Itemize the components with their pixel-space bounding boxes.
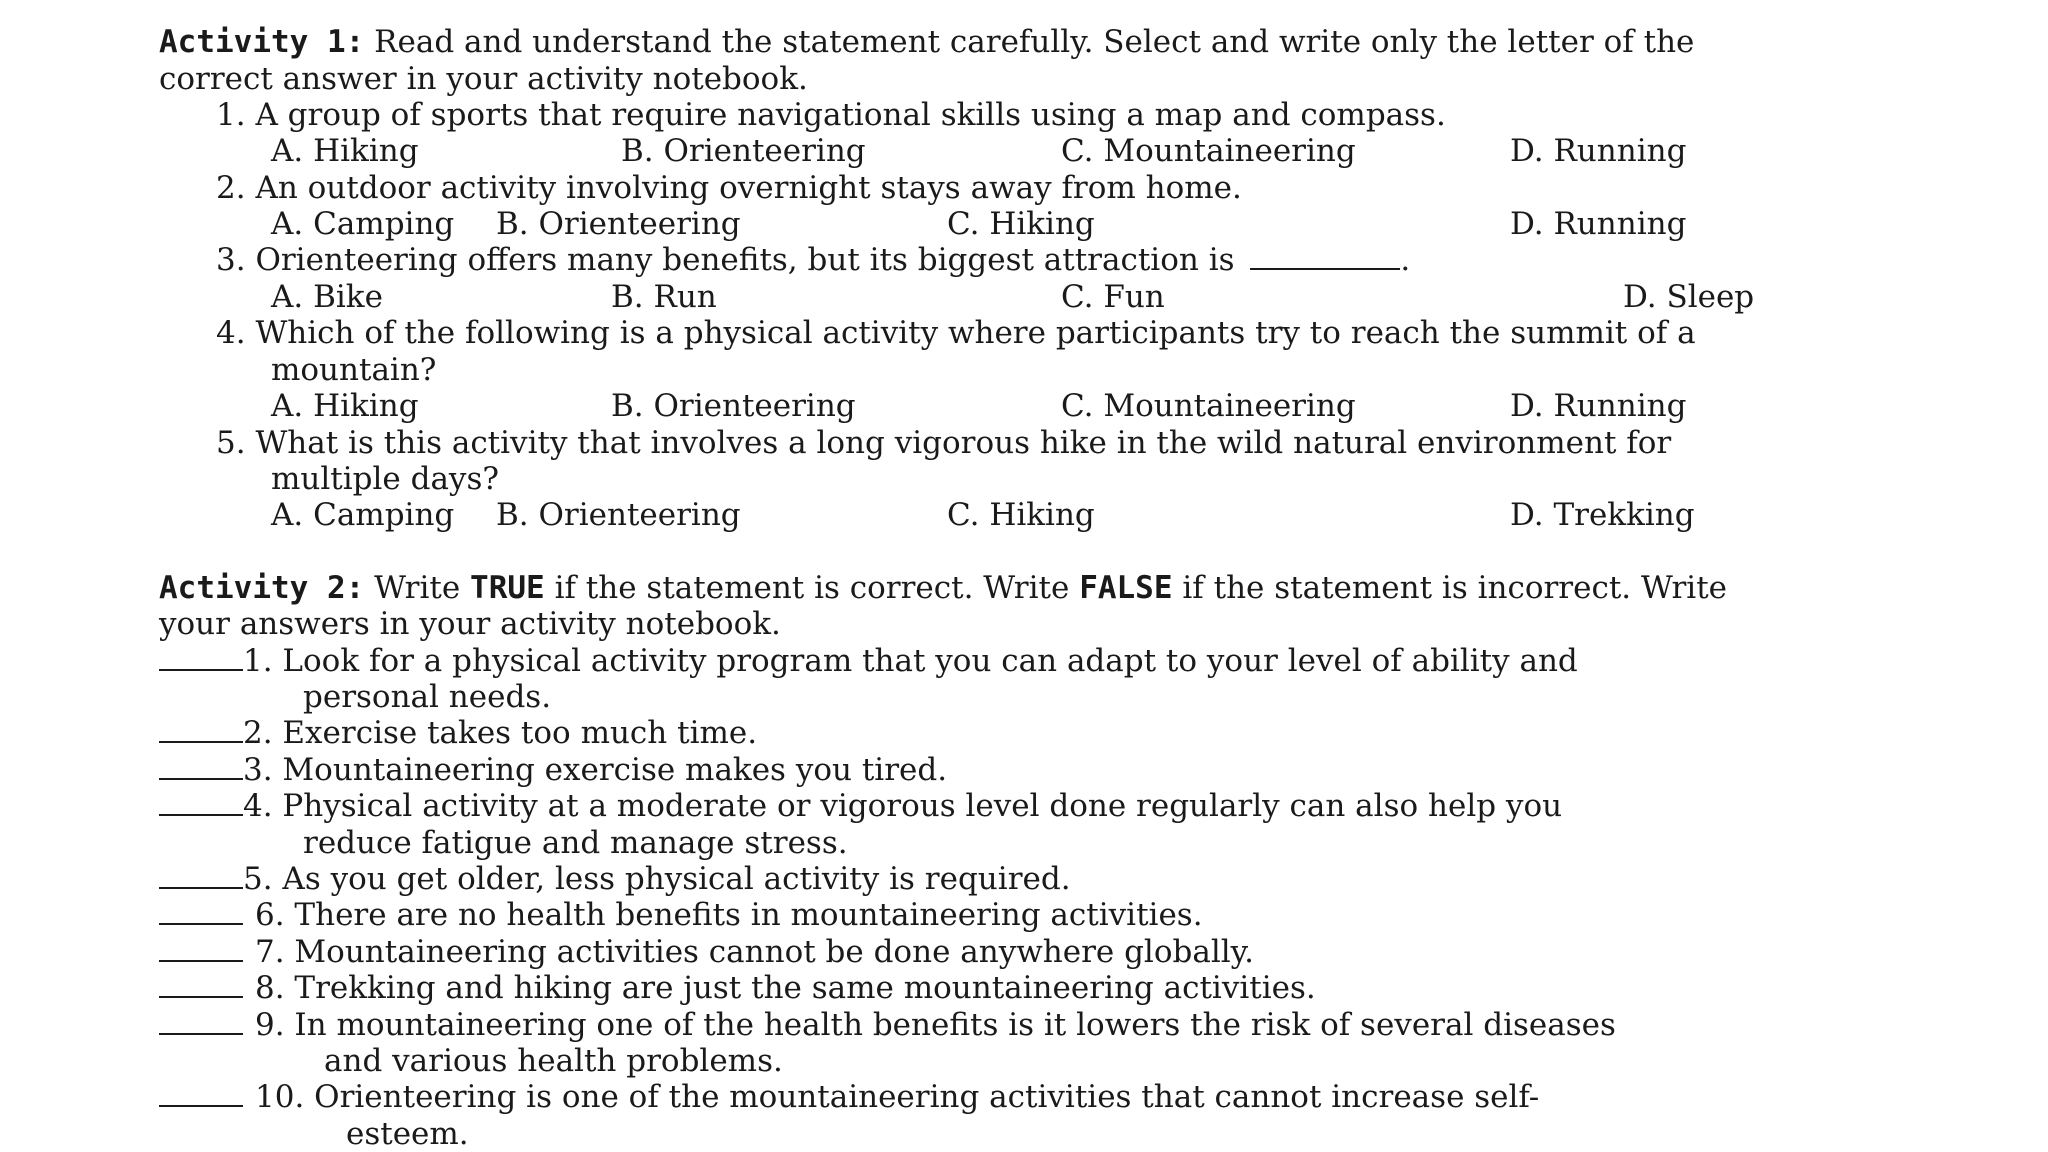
true-keyword: TRUE bbox=[470, 570, 545, 606]
option-b: B. Orienteering bbox=[496, 497, 741, 533]
option-b: B. Run bbox=[611, 279, 717, 315]
answer-blank bbox=[159, 886, 243, 889]
question-text: Which of the following is a physical activity where participants try to reach the summit of a bbox=[255, 315, 1696, 351]
item-text: 5. As you get older, less physical activity is required. bbox=[243, 861, 1071, 897]
option-a: A. Camping bbox=[271, 206, 455, 242]
activity1-instruction-line2: correct answer in your activity notebook. bbox=[159, 61, 808, 97]
item-text: 1. Look for a physical activity program that you can adapt to your level of ability and bbox=[243, 643, 1578, 679]
answer-blank bbox=[159, 922, 243, 925]
answer-blank bbox=[159, 959, 243, 962]
item-text-continued: esteem. bbox=[346, 1116, 469, 1152]
item-text: 10. Orienteering is one of the mountaineering activities that cannot increase self- bbox=[255, 1079, 1540, 1115]
question-text: Orienteering offers many benefits, but its biggest attraction is bbox=[255, 242, 1235, 278]
question-text: What is this activity that involves a long vigorous hike in the wild natural environment for bbox=[255, 425, 1672, 461]
activity2-instruction-line2: your answers in your activity notebook. bbox=[159, 606, 781, 642]
question-number: 4. bbox=[216, 315, 246, 351]
question-3 bbox=[216, 242, 1411, 278]
option-d: D. Trekking bbox=[1510, 497, 1695, 533]
item-text: 9. In mountaineering one of the health benefits is it lowers the risk of several diseases bbox=[255, 1007, 1616, 1043]
list-item bbox=[159, 897, 1203, 933]
item-text: 7. Mountaineering activities cannot be done anywhere globally. bbox=[255, 934, 1254, 970]
answer-blank bbox=[159, 668, 243, 671]
option-b: B. Orienteering bbox=[496, 206, 741, 242]
option-c: C. Hiking bbox=[947, 206, 1095, 242]
option-d: D. Running bbox=[1510, 388, 1687, 424]
list-item bbox=[159, 970, 1316, 1006]
option-a: A. Hiking bbox=[271, 133, 419, 169]
instruction-text: Write bbox=[374, 570, 461, 606]
item-text: 8. Trekking and hiking are just the same mountaineering activities. bbox=[255, 970, 1316, 1006]
answer-blank bbox=[1250, 267, 1400, 270]
option-a: A. Bike bbox=[271, 279, 383, 315]
item-text-continued: personal needs. bbox=[303, 679, 552, 715]
option-a: A. Camping bbox=[271, 497, 455, 533]
option-c: C. Mountaineering bbox=[1061, 388, 1356, 424]
answer-blank bbox=[159, 1032, 243, 1035]
activity2-heading: Activity 2: bbox=[159, 570, 365, 606]
question-number: 1. bbox=[216, 97, 246, 133]
option-a: A. Hiking bbox=[271, 388, 419, 424]
item-text: 2. Exercise takes too much time. bbox=[243, 715, 758, 751]
activity1-heading: Activity 1: bbox=[159, 24, 365, 60]
question-number: 2. bbox=[216, 170, 246, 206]
question-text-continued: multiple days? bbox=[271, 461, 499, 497]
answer-blank bbox=[159, 777, 243, 780]
option-d: D. Running bbox=[1510, 133, 1687, 169]
answer-blank bbox=[159, 995, 243, 998]
list-item bbox=[159, 1079, 1540, 1115]
question-1 bbox=[216, 97, 1446, 133]
question-text: A group of sports that require navigational skills using a map and compass. bbox=[255, 97, 1446, 133]
list-item bbox=[159, 643, 1578, 679]
question-number: 3. bbox=[216, 242, 246, 278]
activity1-instruction bbox=[159, 24, 1695, 60]
item-text-continued: and various health problems. bbox=[324, 1043, 783, 1079]
list-item bbox=[159, 752, 948, 788]
question-number: 5. bbox=[216, 425, 246, 461]
blank-suffix: . bbox=[1400, 242, 1411, 278]
list-item bbox=[159, 788, 1563, 824]
option-c: C. Mountaineering bbox=[1061, 133, 1356, 169]
list-item bbox=[159, 715, 758, 751]
answer-blank bbox=[159, 1104, 243, 1107]
question-4 bbox=[216, 315, 1696, 351]
option-c: C. Hiking bbox=[947, 497, 1095, 533]
option-b: B. Orienteering bbox=[621, 133, 866, 169]
false-keyword: FALSE bbox=[1079, 570, 1173, 606]
list-item bbox=[159, 1007, 1616, 1043]
answer-blank bbox=[159, 813, 243, 816]
answer-blank bbox=[159, 740, 243, 743]
item-text: 4. Physical activity at a moderate or vigorous level done regularly can also help you bbox=[243, 788, 1563, 824]
list-item bbox=[159, 861, 1071, 897]
item-text: 3. Mountaineering exercise makes you tired. bbox=[243, 752, 948, 788]
activity1-instruction-text: Read and understand the statement carefully. Select and write only the letter of the bbox=[374, 24, 1695, 60]
option-d: D. Sleep bbox=[1623, 279, 1755, 315]
question-2 bbox=[216, 170, 1242, 206]
question-text-continued: mountain? bbox=[271, 352, 437, 388]
instruction-text: if the statement is correct. Write bbox=[554, 570, 1070, 606]
option-b: B. Orienteering bbox=[611, 388, 856, 424]
option-d: D. Running bbox=[1510, 206, 1687, 242]
option-c: C. Fun bbox=[1061, 279, 1165, 315]
question-text: An outdoor activity involving overnight stays away from home. bbox=[255, 170, 1242, 206]
instruction-text: if the statement is incorrect. Write bbox=[1182, 570, 1728, 606]
item-text-continued: reduce fatigue and manage stress. bbox=[303, 825, 848, 861]
item-text: 6. There are no health benefits in mountaineering activities. bbox=[255, 897, 1203, 933]
activity2-instruction bbox=[159, 570, 1728, 606]
question-5 bbox=[216, 425, 1672, 461]
list-item bbox=[159, 934, 1254, 970]
